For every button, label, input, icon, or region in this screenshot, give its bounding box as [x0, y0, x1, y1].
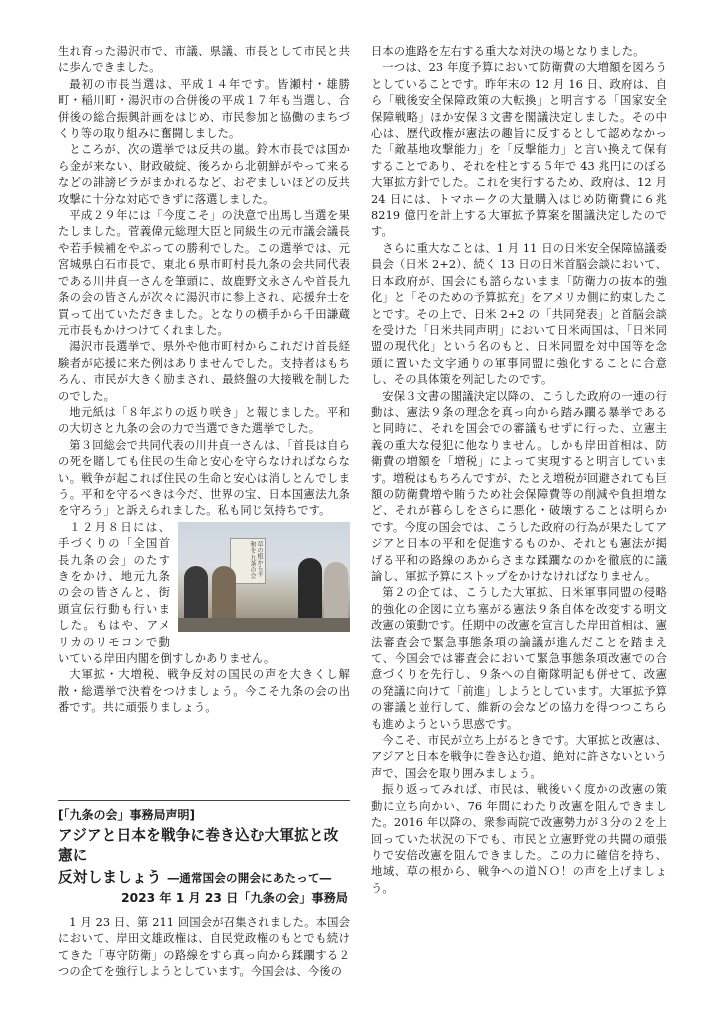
- photo-ground: [178, 618, 350, 632]
- paragraph: ところが、次の選挙では反共の嵐。鈴木市長では国から金が来ない、財政破綻、後ろから北朝鮮がやって来るなどの誹謗ビラがまかれるなど、おぞましいほどの反共攻撃に十分な対応できずに落選しました。: [58, 143, 350, 206]
- paragraph: 日本の進路を左右する重大な対決の場となりました。: [371, 45, 645, 58]
- paragraph: 湯沢市長選挙で、県外や他市町村からこれだけ首長経験者が応援に来た例はありませんでした。支持者はもちろん、市民が大きく励まされ、最終盤の大接戦を制したのでした。: [58, 340, 350, 403]
- left-column: [58, 44, 350, 717]
- person-figure: [298, 558, 322, 624]
- statement-title-line2: [58, 868, 350, 888]
- paragraph: 一つは、23 年度予算において防衛費の大増額を図ろうとしていることです。昨年末の 12 月 16 日、政府は、自ら「戦後安全保障政策の大転換」と明言する「国家安全保障戦略」ほか安保３文書を閣議決定しました。その中心は、歴代政権が憲法の趣旨に反するとして認めなかった「敵基地攻撃能力」を「反撃能力」と言い換えて保有することであり、それを柱とする５年で 43 兆円にのぼる大軍拡方針でした。これを実行するため、政府は、12 月 24 日には、トマホークの大量購入はじめ防衛費に６兆 8219 億円を計上する大軍拡予算案を閣議決定したのです。: [371, 61, 667, 239]
- statement-date: 2023 年 1 月 23 日「九条の会」事務局: [121, 891, 348, 905]
- paragraph: 今こそ、市民が立ち上がるときです。大軍拡と改憲は、アジアと日本を戦争に巻き込む道、絶対に許さないという声で、国会を取り囲みましょう。: [371, 734, 667, 780]
- statement-title-line1: アジアと日本を戦争に巻き込む大軍拡と改憲に: [58, 827, 339, 864]
- paragraph: 1 月 23 日、第 211 回国会が召集されました。本国会において、岸田文雄政権は、自民党政権のもとでも続けてきた「専守防衛」の路線をすら真っ向から蹂躙する２つの企てを強行しようとしています。今国会は、今後の: [58, 916, 350, 979]
- photo-banner: 草の根から平和を 九条の会: [230, 538, 266, 584]
- paragraph: 第２の企ては、こうした大軍拡、日米軍事同盟の侵略的強化の企図に立ち塞がる憲法９条自体を改変する明文改憲の策動です。任期中の改憲を宣言した岸田首相は、憲法審査会で緊急事態条項の論議が進んだことを踏まえて、今国会では審査会において緊急事態条項改憲での合意づくりを先行し、９条への自衛隊明記も併せて、改憲の発議に向けて「前進」しようとしています。大軍拡予算の審議と並行して、維新の会などの協力を得つつこちらも進めようという思惑です。: [371, 586, 667, 731]
- person-figure: [324, 562, 348, 624]
- paragraph: 第３回総会で共同代表の川井貞一さんは、「首長は自らの死を賭しても住民の生命と安心を守らなければならない。戦争が起これば住民の生命と安心は消しとんでしまう。平和を守るべきは今だ、世界の宝、日本国憲法九条を守ろう」と訴えられました。私も同じ気持ちです。: [58, 438, 350, 518]
- paragraph: 生れ育った湯沢市で、市議、県議、市長として市民と共に歩んできました。: [58, 45, 350, 75]
- statement-subtitle: ―通常国会の開会にあたって―: [167, 871, 332, 885]
- section-divider: [58, 800, 350, 801]
- statement-title-line2-text: 反対しましょう: [58, 869, 162, 886]
- paragraph: １２月８日には、手づくりの「全国首長九条の会」のたすきをかけ、地元九条の会の皆さんと、街頭宣伝行動も行いました。もはや、アメリカのリモコンで動いている岸田内閣を倒すしかありません。: [58, 520, 276, 666]
- paragraph: 安保３文書の閣議決定以降の、こうした政府の一連の行動は、憲法９条の理念を真っ向から踏み躙る暴挙であると同時に、それを国会での審議もせずに行った、立憲主義の重大な侵犯に他なりません。しかも岸田首相は、防衛費の増額を「増税」によって実現すると明言しています。増税はもちろんですが、たとえ増税が回避されても巨額の防衛費増や賄うため社会保障費等の削減や負担増など、それが暮らしをさらに悪化・破壊することは明らかです。今度の国会では、こうした政府の行為が果たしてアジアと日本の平和を促進するものか、それとも憲法が掲げる平和の路線のあからさまな蹂躙なのかを徹底的に議論し、軍拡予算にストップをかけなければなりません。: [371, 389, 667, 583]
- paragraph: 振り返ってみれば、市民は、戦後いく度かの改憲の策動に立ち向かい、76 年間にわたり改憲を阻んできました。2016 年以降の、衆参両院で改憲勢力が３分の２を上回っていた状況の下でも、市民と立憲野党の共闘の頑張りで安倍改憲を阻んできました。この力に確信を持ち、地域、草の根から、戦争への道ＮＯ！の声を上げましょう。: [371, 783, 667, 895]
- paragraph: 大軍拡・大増税、戦争反対の国民の声を大きくし解散・総選挙で決着をつけましょう。今こそ九条の会の出番です。共に頑張りましょう。: [58, 668, 350, 715]
- right-column: [371, 44, 667, 897]
- person-figure: [212, 566, 236, 624]
- street-campaign-photo: [178, 522, 350, 632]
- paragraph: 地元紙は「８年ぶりの返り咲き」と報じました。平和の大切さと九条の会の力で当選できた選挙でした。: [58, 405, 350, 436]
- person-figure: [184, 566, 208, 624]
- photo-paragraph: [58, 520, 350, 668]
- paragraph: さらに重大なことは、1 月 11 日の日米安全保障協議委員会（日米 2+2）、続く 13 日の日米首脳会談において、日本政府が、国会にも諮らないまま「防衛力の抜本的強化」と「そのための予算拡充」をアメリカ側に約束したことです。その上で、日米 2+2 の「共同発表」と首脳会談を受けた「日米共同声明」において日米両国は、「日米同盟の現代化」という名のもと、日米同盟を対中国等を念頭に置いた文字通りの軍事同盟に強化することに合意し、その具体策を列記したのです。: [371, 241, 667, 387]
- paragraph: 平成２９年には「今度こそ」の決意で出馬し当選を果たしました。菅義偉元総理大臣と同級生の元市議会議長や若手候補をやぶっての勝利でした。この選挙では、元宮城県白石市長で、東北６県市町村長九条の会共同代表である川井貞一さんを筆頭に、故鹿野文永さんや首長九条の会の皆さんが次々に湯沢市に参上され、応援弁士を買って出ていただきました。となりの横手から千田謙蔵元市長もかけつけてくれました。: [58, 209, 350, 337]
- secretariat-statement: [58, 806, 350, 981]
- paragraph: 最初の市長当選は、平成１４年です。皆瀬村・雄勝町・稲川町・湯沢市の合併後の平成１７年も当選し、合併後の総合振興計画をはじめ、市民参加と協働のまちづくり等の取り組みに奮闘しました。: [58, 77, 350, 141]
- statement-header: [「九条の会」事務局声明]: [58, 808, 195, 822]
